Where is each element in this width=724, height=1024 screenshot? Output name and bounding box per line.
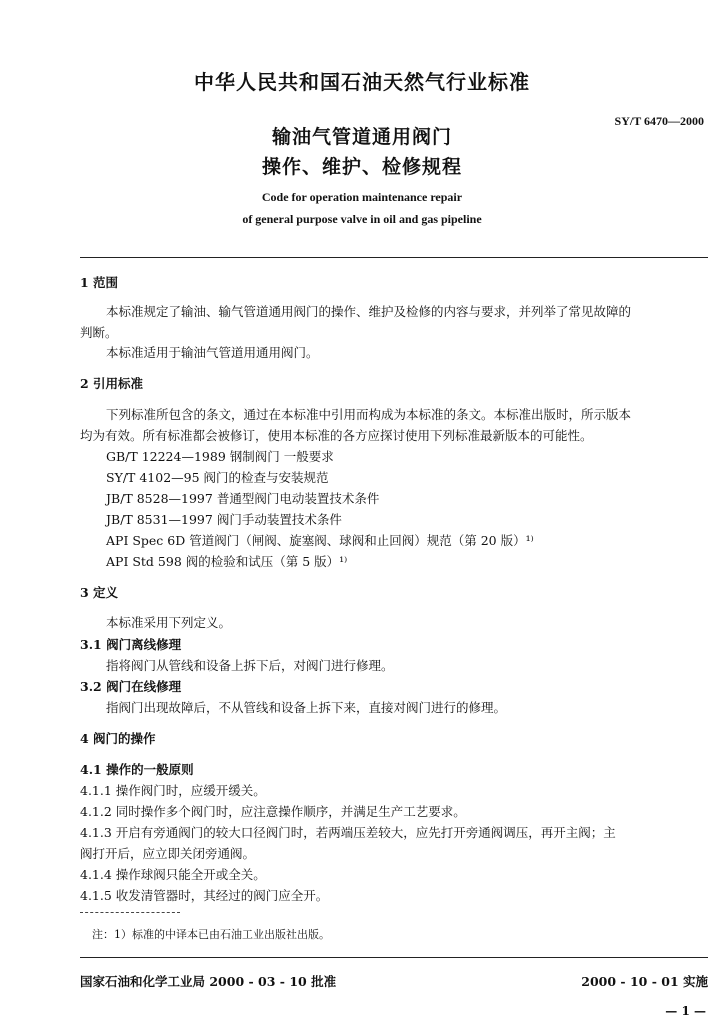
document-title-line2: 操作、维护、检修规程 [261,156,462,178]
section-2-para1-line2: 均为有效。所有标准都会被修订，使用本标准的各方应探讨使用下列标准最新版本的可能性。 [80,428,593,443]
section-2-para1-line1: 下列标准所包含的条文，通过在本标准中引用而构成为本标准的条文。本标准出版时，所示版本 [106,407,632,422]
reference-item: SY/T 4102—95 阀门的检查与安装规范 [106,470,329,485]
section-3-heading: 3 定义 [80,585,119,600]
reference-item: API Std 598 阀的检验和试压（第 5 版）¹⁾ [106,554,348,569]
document-title-line1: 输油气管道通用阀门 [271,126,452,148]
reference-item: JB/T 8531—1997 阀门手动装置技术条件 [106,512,342,527]
clause-4-1-1: 4.1.1 操作阀门时，应缓开缓关。 [80,783,266,798]
section-4-heading: 4 阀门的操作 [80,731,156,746]
section-4-1-heading: 4.1 操作的一般原则 [80,762,194,777]
english-title-line2: of general purpose valve in oil and gas pipeline [242,212,482,226]
section-1-para1-line1: 本标准规定了输油、输气管道通用阀门的操作、维护及检修的内容与要求，并列举了常见故障的 [106,304,632,319]
clause-4-1-3-line2: 阀打开后，应立即关闭旁通阀。 [80,846,256,861]
section-3-1-heading: 3.1 阀门离线修理 [80,637,182,652]
section-3-2-body: 指阀门出现故障后，不从管线和设备上拆下来，直接对阀门进行的修理。 [106,700,507,715]
approval-date: 国家石油和化学工业局 2000 - 03 - 10 批准 [80,974,337,989]
effective-date: 2000 - 10 - 01 实施 [581,974,708,989]
reference-item: API Spec 6D 管道阀门（闸阀、旋塞阀、球阀和止回阀）规范（第 20 版）¹⁾ [106,533,534,548]
org-title: 中华人民共和国石油天然气行业标准 [194,70,530,94]
section-1-para1-line2: 判断。 [80,325,118,340]
footer-divider [80,957,708,958]
clause-4-1-2: 4.1.2 同时操作多个阀门时，应注意操作顺序，并满足生产工艺要求。 [80,804,466,819]
footnote-divider [80,912,180,913]
reference-item: JB/T 8528—1997 普通型阀门电动装置技术条件 [106,491,380,506]
reference-item: GB/T 12224—1989 钢制阀门 一般要求 [106,449,334,464]
section-3-2-heading: 3.2 阀门在线修理 [80,679,182,694]
clause-4-1-5: 4.1.5 收发清管器时，其经过的阀门应全开。 [80,888,329,903]
section-1-heading: 1 范围 [80,275,119,290]
footnote: 注：1）标准的中译本已由石油工业出版社出版。 [92,928,330,941]
section-3-1-body: 指将阀门从管线和设备上拆下后，对阀门进行修理。 [106,658,394,673]
standard-number: SY/T 6470—2000 [614,114,704,128]
section-1-para2: 本标准适用于输油气管道用通用阀门。 [106,345,319,360]
section-3-para1: 本标准采用下列定义。 [106,615,232,630]
clause-4-1-3-line1: 4.1.3 开启有旁通阀门的较大口径阀门时，若两端压差较大，应先打开旁通阀调压，再开主阀；主 [80,825,616,840]
header-divider [80,257,708,258]
english-title-line1: Code for operation maintenance repair [261,190,463,204]
page-number: — 1 — [665,1004,706,1018]
clause-4-1-4: 4.1.4 操作球阀只能全开或全关。 [80,867,266,882]
section-2-heading: 2 引用标准 [80,376,144,391]
